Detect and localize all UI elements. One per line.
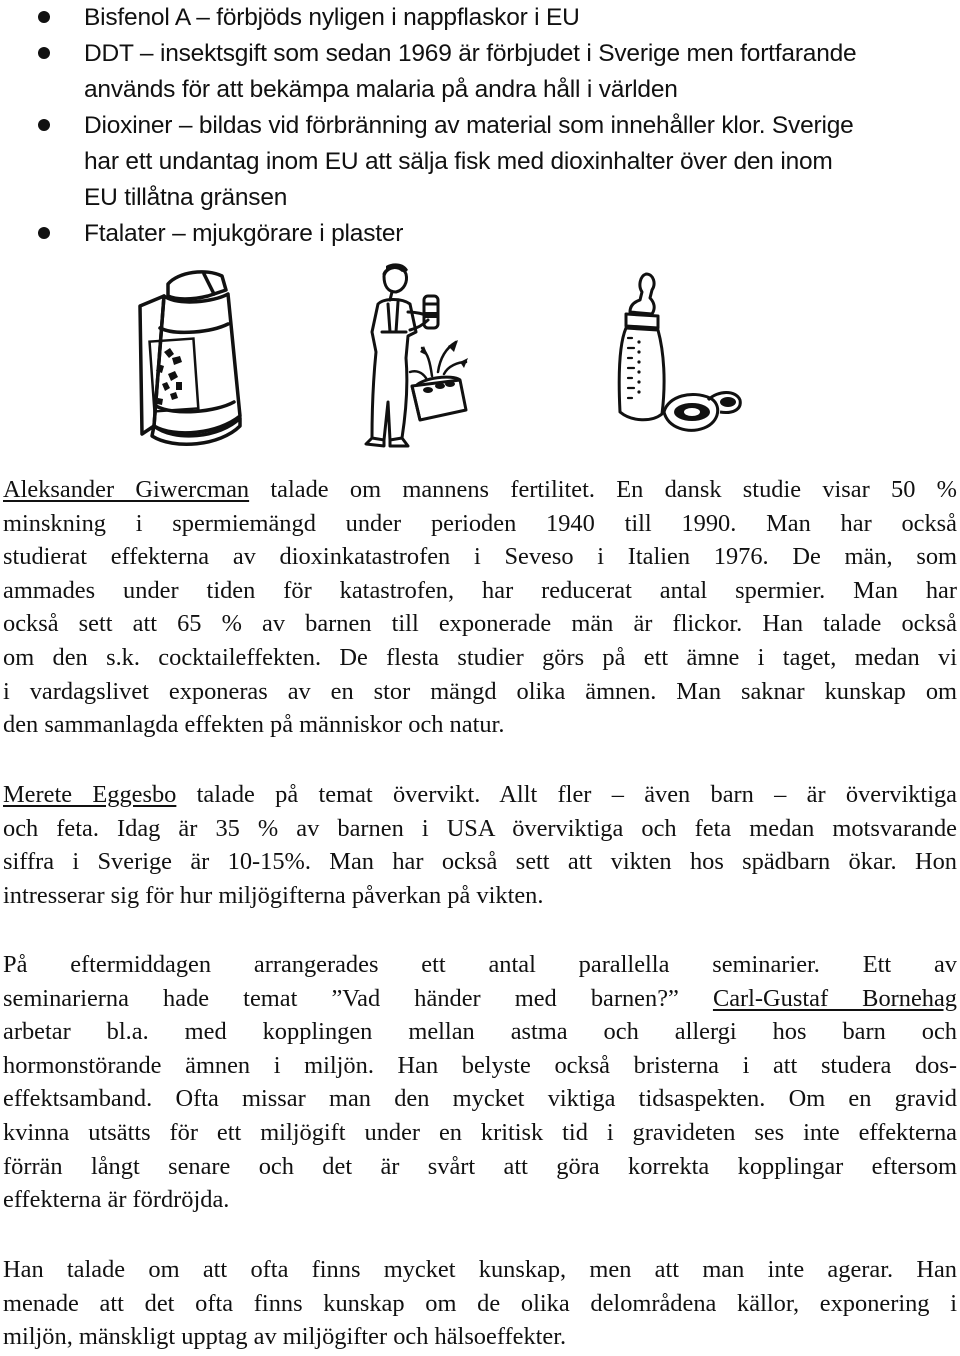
paragraph-line: Merete Eggesbo talade på temat övervikt. Allt fler – även barn – är överviktiga [3,781,957,808]
illustrations-row [0,262,960,462]
paragraph-line: intresserar sig för hur miljögifterna påverkan på vikten. [3,881,544,909]
paragraph-line: menade att det ofta finns kunskap om de olika delområdena källor, exponering i [3,1289,957,1317]
paragraph-seminarier [3,948,957,1217]
bullet-item-ftalater [0,216,960,252]
paragraph-line: hormonstörande ämnen i miljön. Han belyste också bristerna i att studera dos- [3,1051,957,1079]
bullet-line: Ftalater – mjukgörare i plaster [84,220,404,247]
bullet-dot-icon [38,119,50,131]
paragraph-line: och feta. Idag är 35 % av barnen i USA överviktiga och feta medan motsvarande [3,814,957,842]
bullet-dot-icon [38,11,50,23]
paragraph-line: siffra i Sverige är 10-15%. Man har också sett att vikten hos spädbarn ökar. Hon [3,848,957,876]
bullet-line: Dioxiner – bildas vid förbränning av material som innehåller klor. Sverige [84,112,854,139]
spray-can-illustration [128,266,244,456]
paragraph-line: studierat effekterna av dioxinkatastrofen i Seveso i Italien 1976. De män, som [3,543,957,571]
bullet-line: DDT – insektsgift som sedan 1969 är förbjudet i Sverige men fortfarande [84,40,857,67]
paragraph-line: effekterna är fördröjda. [3,1186,230,1214]
paragraph-giwercman [3,473,957,742]
paragraph-line: Han talade om att ofta finns mycket kunskap, men att man inte agerar. Han [3,1256,957,1283]
paragraph-line: minskning i spermiemängd under perioden 1940 till 1990. Man har också [3,509,957,537]
bullet-item-dioxiner [0,108,960,216]
paragraph-line: seminarierna hade temat ”Vad händer med barnen?” Carl-Gustaf Bornehag [3,984,957,1012]
bullet-line: Bisfenol A – förbjöds nyligen i nappflaskor i EU [84,4,580,31]
paragraph-line: i vardagslivet exponeras av en stor mängd olika ämnen. Man saknar kunskap om [3,677,957,705]
paragraph-line: om den s.k. cocktaileffekten. De flesta studier görs på ett ämne i taget, medan vi [3,643,957,671]
paragraph-eggesbo [3,778,957,912]
paragraph-line: också sett att 65 % av barnen till exponerade män är flickor. Han talade också [3,610,957,638]
speaker-name: Aleksander Giwercman [3,476,250,503]
bullet-dot-icon [38,47,50,59]
speaker-name: Carl-Gustaf Bornehag [712,984,957,1012]
bullet-line: används för att bekämpa malaria på andra håll i världen [84,76,678,103]
chemical-bullet-list [0,0,960,252]
bullet-dot-icon [38,227,50,239]
bullet-line: EU tillåtna gränsen [84,184,288,211]
speaker-name: Merete Eggesbo [3,781,177,808]
baby-bottle-illustration [612,272,752,442]
paragraph-line: miljön, mänskligt upptag av miljögifter och hälsoeffekter. [3,1323,567,1351]
paragraph-line: ammades under tiden för katastrofen, har reducerat antal spermier. Man har [3,576,957,604]
paragraph-line: Aleksander Giwercman talade om mannens fertilitet. En dansk studie visar 50 % [3,476,958,503]
paragraph-line: den sammanlagda effekten på människor och natur. [3,711,505,739]
paragraph-line: förrän långt senare och det är svårt att göra korrekta kopplingar eftersom [3,1152,957,1180]
bullet-item-ddt [0,36,960,108]
paragraph-conclusion [3,1253,957,1354]
paragraph-line: arbetar bl.a. med kopplingen mellan astma och allergi hos barn och [3,1018,957,1046]
bullet-line: har ett undantag inom EU att sälja fisk med dioxinhalter över den inom [84,148,833,175]
paragraph-line: effektsamband. Ofta missar man den mycket viktiga tidsaspekten. Om en gravid [3,1085,957,1113]
paragraph-line: På eftermiddagen arrangerades ett antal parallella seminarier. Ett av [3,951,957,978]
bullet-item-bisfenol [0,0,960,36]
paragraph-line: kvinna utsätts för ett miljögift under en kritisk tid i gravideten ses inte effekterna [3,1118,957,1146]
farmer-illustration [362,262,472,458]
